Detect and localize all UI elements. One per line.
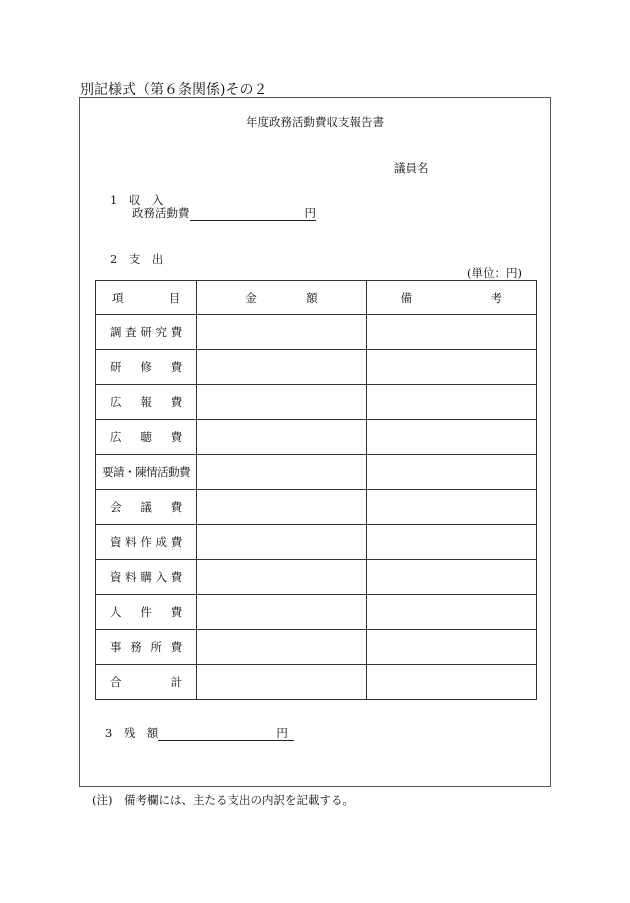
table-row (96, 420, 537, 455)
table-row (96, 630, 537, 665)
amount-cell[interactable] (197, 455, 366, 490)
table-row (96, 525, 537, 560)
total-remarks-cell[interactable] (366, 665, 536, 700)
row-label: 会議費 (96, 490, 197, 525)
total-amount-cell[interactable] (197, 665, 366, 700)
row-label: 広聴費 (96, 420, 197, 455)
form-label: 別記様式（第６条関係)その２ (80, 82, 268, 98)
table-row (96, 595, 537, 630)
row-label: 要請・陳情活動費 (96, 455, 197, 490)
unit-label: (単位：円) (467, 266, 522, 280)
amount-cell[interactable] (197, 315, 366, 350)
row-label: 合計 (96, 665, 197, 700)
row-label: 資料作成費 (96, 525, 197, 560)
amount-cell[interactable] (197, 630, 366, 665)
total-row (96, 665, 537, 700)
balance-yen-label: 円 (276, 726, 294, 741)
report-frame (79, 97, 551, 787)
income-line (132, 205, 316, 221)
footnote: (注) 備考欄には、主たる支出の内訳を記載する。 (92, 793, 354, 807)
expense-table (95, 280, 537, 700)
amount-cell[interactable] (197, 525, 366, 560)
row-label: 人件費 (96, 595, 197, 630)
remarks-cell[interactable] (366, 315, 536, 350)
amount-cell[interactable] (197, 560, 366, 595)
table-row (96, 560, 537, 595)
table-row (96, 385, 537, 420)
income-yen-label: 円 (304, 206, 316, 220)
remarks-cell[interactable] (366, 420, 536, 455)
income-amount-field[interactable] (190, 206, 305, 221)
expense-section-title: 支 出 (128, 252, 164, 266)
balance-section-number: 3 (105, 726, 113, 740)
remarks-cell[interactable] (366, 455, 536, 490)
remarks-cell[interactable] (366, 595, 536, 630)
table-row (96, 490, 537, 525)
header-item: 項目 (96, 281, 197, 315)
expense-section-number: 2 (110, 252, 118, 266)
expense-table-header (96, 281, 537, 315)
balance-section-title: 残 額 (123, 726, 159, 740)
report-title: 年度政務活動費収支報告書 (246, 115, 384, 129)
row-label: 資料購入費 (96, 560, 197, 595)
remarks-cell[interactable] (366, 525, 536, 560)
remarks-cell[interactable] (366, 630, 536, 665)
income-section-number: 1 (110, 193, 118, 207)
amount-cell[interactable] (197, 385, 366, 420)
remarks-cell[interactable] (366, 350, 536, 385)
row-label: 調査研究費 (96, 315, 197, 350)
balance-line (105, 725, 294, 741)
amount-cell[interactable] (197, 420, 366, 455)
row-label: 研修費 (96, 350, 197, 385)
amount-cell[interactable] (197, 350, 366, 385)
table-row (96, 455, 537, 490)
income-section-title: 収 入 (128, 193, 164, 207)
header-amount: 金額 (197, 281, 366, 315)
amount-cell[interactable] (197, 490, 366, 525)
header-remarks: 備考 (366, 281, 536, 315)
row-label: 広報費 (96, 385, 197, 420)
remarks-cell[interactable] (366, 385, 536, 420)
expense-section-heading (110, 251, 163, 267)
remarks-cell[interactable] (366, 560, 536, 595)
table-row (96, 350, 537, 385)
member-name-label: 議員名 (394, 161, 429, 175)
remarks-cell[interactable] (366, 490, 536, 525)
balance-amount-field[interactable] (158, 726, 276, 741)
amount-cell[interactable] (197, 595, 366, 630)
table-row (96, 315, 537, 350)
income-label: 政務活動費 (132, 206, 190, 220)
row-label: 事務所費 (96, 630, 197, 665)
